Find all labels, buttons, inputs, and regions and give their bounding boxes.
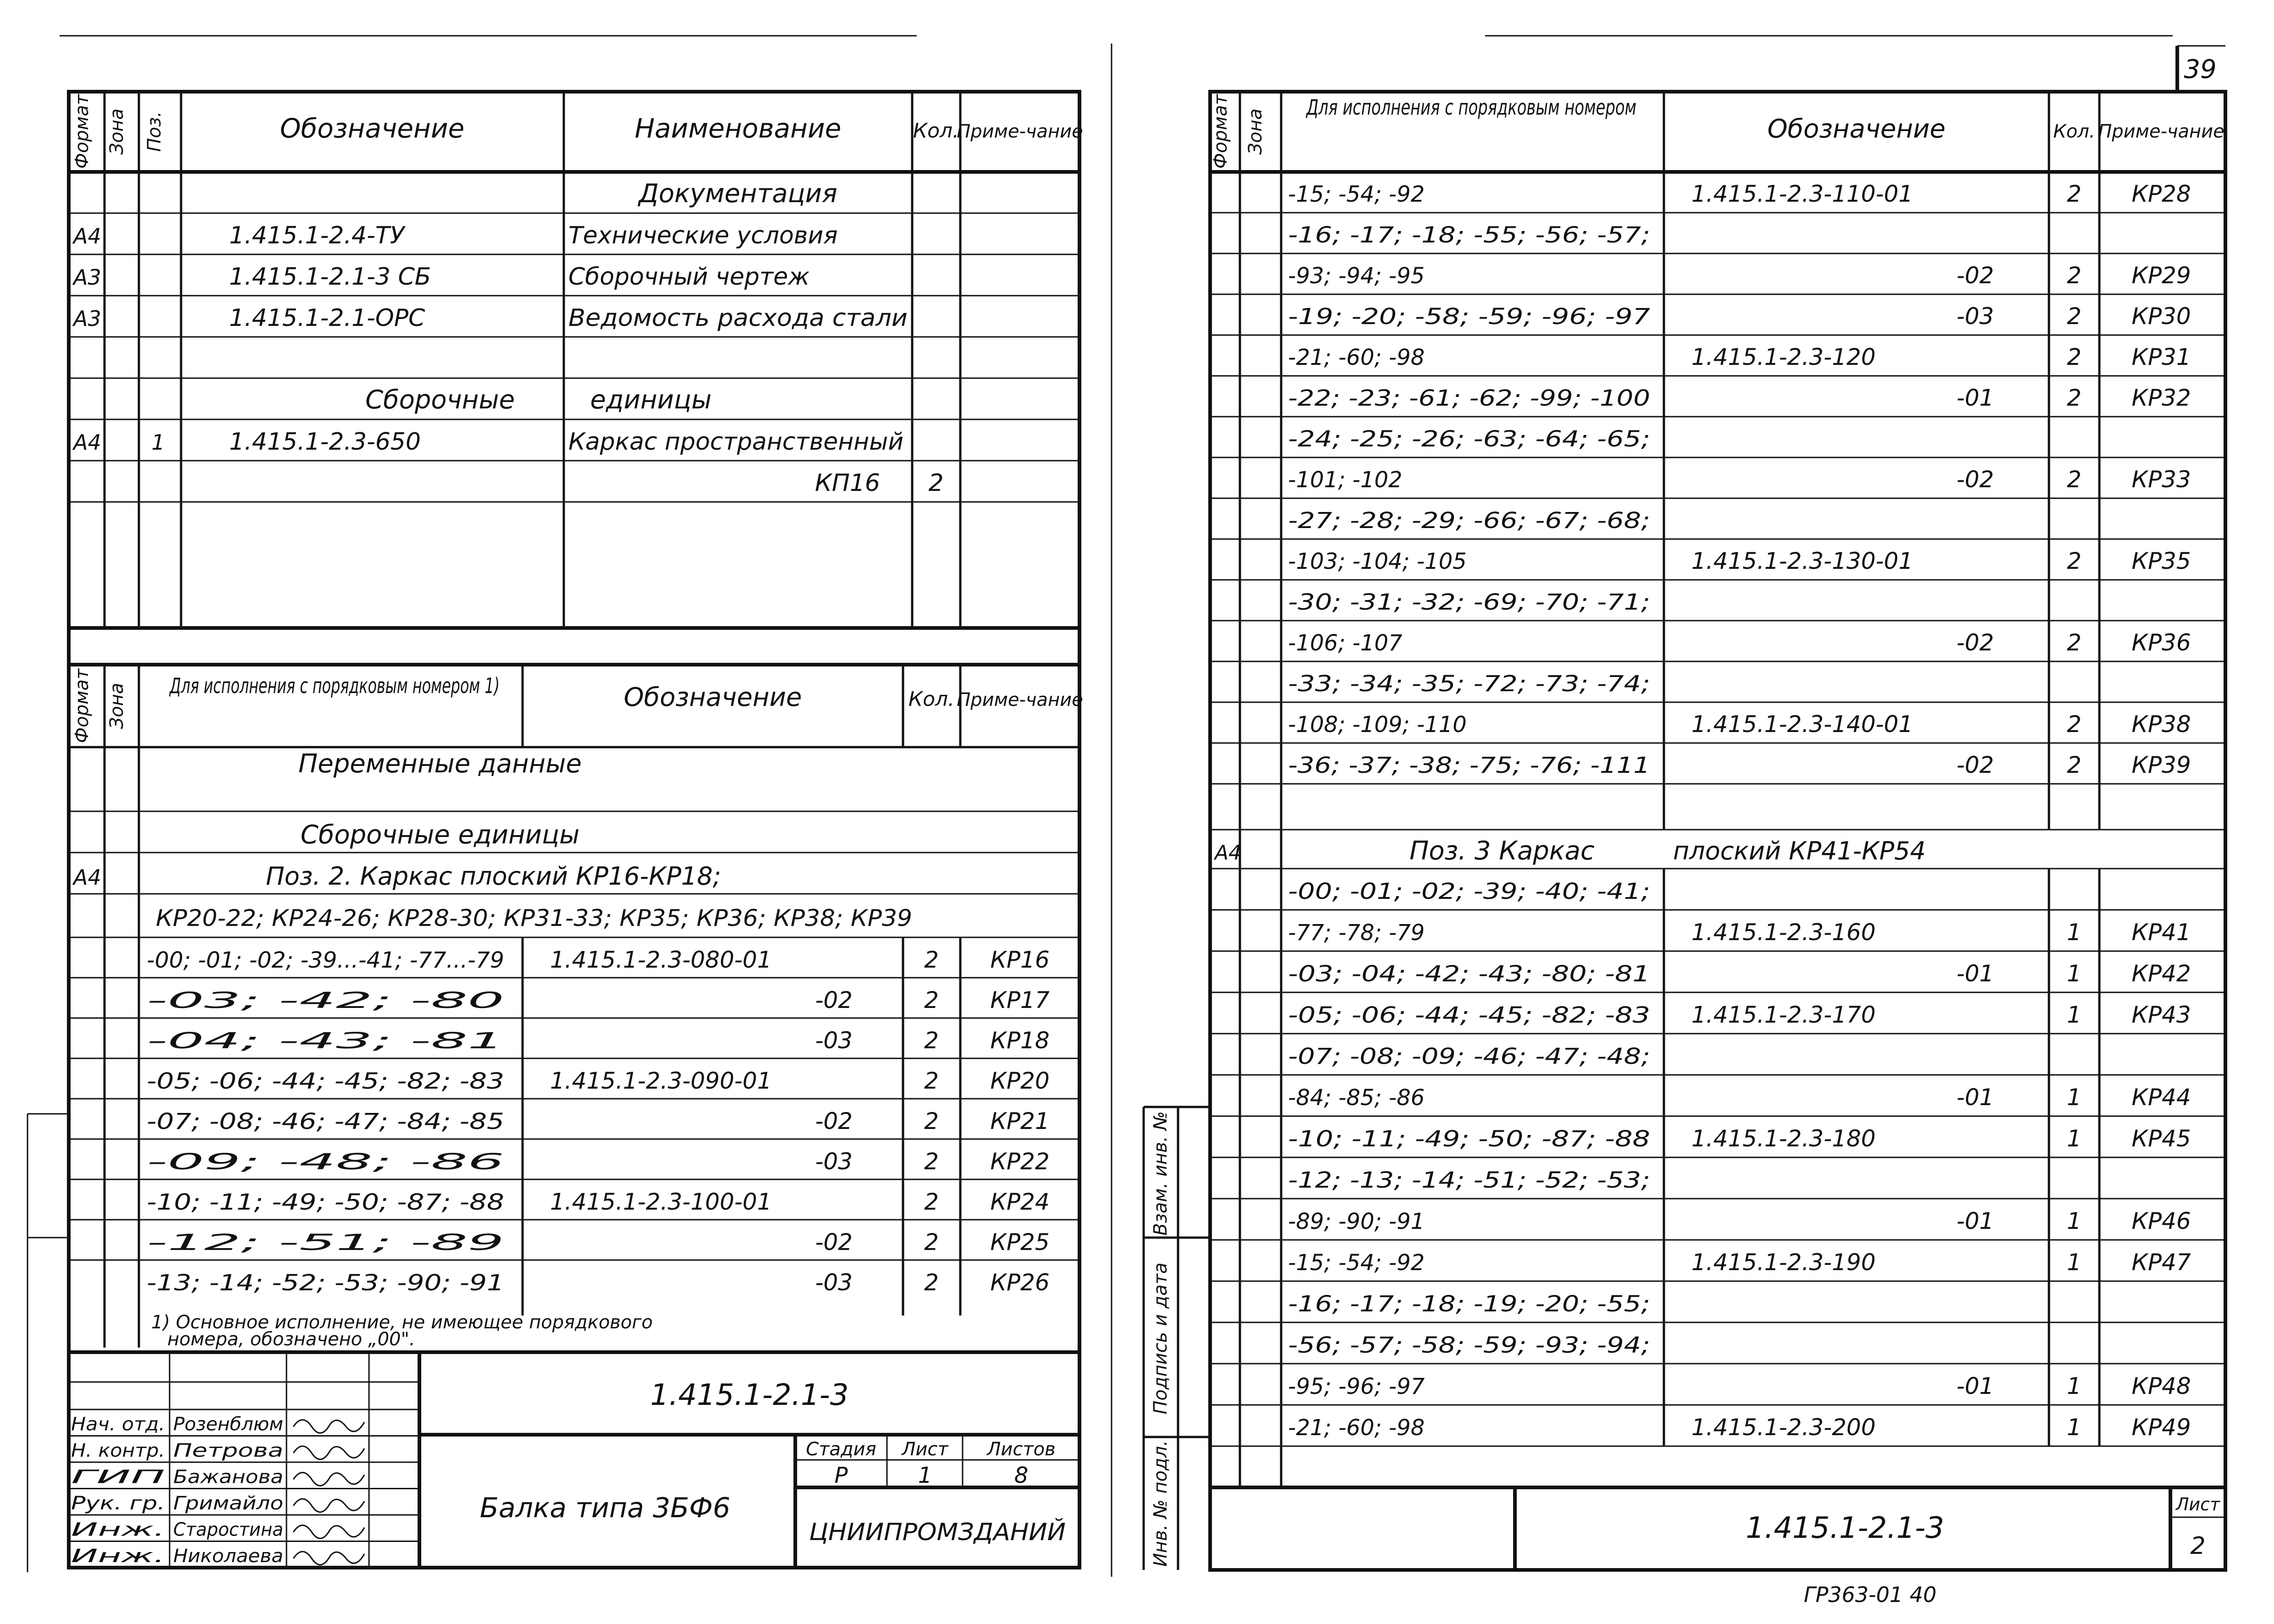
spec-row-quantity: 2 <box>2067 711 2081 738</box>
row-name: Сборочный чертеж <box>568 263 809 291</box>
variable-row-note: КР22 <box>990 1148 1050 1175</box>
staff-role: Нач. отд. <box>71 1414 165 1435</box>
spec-row-note: КР48 <box>2131 1373 2191 1399</box>
spec-row-quantity: 2 <box>2067 466 2081 493</box>
staff-name: Розенблюм <box>173 1414 283 1435</box>
spec-row-exec: -05; -06; -44; -45; -82; -83 <box>1288 1002 1650 1028</box>
staff-name: Гримайло <box>173 1493 283 1514</box>
spec-row-quantity: 2 <box>2067 629 2081 656</box>
variable-row-exec: -09; -48; -86 <box>147 1149 504 1175</box>
variable-row-exec: -07; -08; -46; -47; -84; -85 <box>147 1109 504 1134</box>
bottom-archive-stamp: ГР363-01 40 <box>1804 1582 1937 1607</box>
spec-row-note: КР28 <box>2131 181 2191 207</box>
section-heading-assembly-word2: единицы <box>590 385 712 415</box>
spec-row-note: КР45 <box>2131 1125 2191 1152</box>
spec-row-designation: -02 <box>1956 629 1994 656</box>
spec-row-exec: -21; -60; -98 <box>1288 345 1425 370</box>
row-designation: 1.415.1-2.3-650 <box>229 428 421 456</box>
spec-row-exec: -101; -102 <box>1288 467 1403 493</box>
variable-row-quantity: 2 <box>924 947 939 973</box>
row-designation: 1.415.1-2.1-3 СБ <box>229 263 431 291</box>
spec-row-designation: 1.415.1-2.3-200 <box>1691 1414 1876 1441</box>
sheet-number: 39 <box>2184 55 2217 84</box>
staff-name: Николаева <box>173 1546 283 1567</box>
var-header-exec-label: Для исполнения с порядковым номером 1) <box>169 673 500 698</box>
spec-row-quantity: 1 <box>2067 1208 2081 1234</box>
spec-row-quantity: 2 <box>2067 548 2081 574</box>
staff-role: Н. контр. <box>71 1440 165 1461</box>
spec-row-designation: -01 <box>1956 385 1994 411</box>
spec-row-designation: 1.415.1-2.3-120 <box>1691 344 1876 370</box>
variable-row-note: КР18 <box>990 1027 1050 1054</box>
variable-row-note: КР16 <box>990 947 1050 973</box>
pos3-format: А4 <box>1215 841 1242 864</box>
spec-row-quantity: 1 <box>2067 960 2081 987</box>
variable-row-designation: 1.415.1-2.3-100-01 <box>550 1189 772 1215</box>
variable-row-designation: -03 <box>815 1269 853 1296</box>
row-format: А3 <box>73 265 101 290</box>
variable-row-designation: 1.415.1-2.3-080-01 <box>550 947 772 973</box>
spec-row-quantity: 2 <box>2067 385 2081 411</box>
spec-row-quantity: 1 <box>2067 1125 2081 1152</box>
header-name-label: Наименование <box>634 113 842 144</box>
header-pos-label: Поз. <box>144 111 165 152</box>
header-format-label: Формат <box>72 94 93 169</box>
footer-sheet-number: 2 <box>2190 1532 2206 1560</box>
variable-row-exec: -13; -14; -52; -53; -90; -91 <box>147 1270 504 1296</box>
spec-row-quantity: 2 <box>2067 344 2081 370</box>
side-label-replacement-number: Взам. инв. № <box>1150 1111 1171 1236</box>
right-header-designation-label: Обозначение <box>1767 114 1946 144</box>
variable-row-quantity: 2 <box>924 1229 939 1255</box>
header-zone-label: Зона <box>106 108 127 155</box>
var-header-designation-label: Обозначение <box>623 683 802 712</box>
header-note-label: Приме-чание <box>957 121 1083 142</box>
spec-row-designation: -01 <box>1956 1208 1994 1234</box>
right-header-exec-label: Для исполнения с порядковым номером <box>1305 95 1636 120</box>
spec-row-note: КР44 <box>2131 1084 2191 1111</box>
spec-row-note: КР46 <box>2131 1208 2191 1234</box>
row-format: А4 <box>73 224 101 248</box>
sheet-label: Лист <box>902 1439 948 1460</box>
spec-row-exec: -95; -96; -97 <box>1288 1374 1425 1399</box>
assembly-units-heading: Сборочные единицы <box>300 820 580 850</box>
spec-row-quantity: 2 <box>2067 303 2081 330</box>
spec-row-designation: 1.415.1-2.3-110-01 <box>1691 181 1913 207</box>
spec-row-note: КР29 <box>2131 262 2191 289</box>
variable-row-note: КР20 <box>990 1068 1050 1094</box>
variable-row-exec: -12; -51; -89 <box>147 1230 504 1255</box>
row-format: А3 <box>73 306 101 331</box>
spec-row-note: КР39 <box>2131 752 2191 778</box>
variable-row-note: КР21 <box>990 1108 1050 1134</box>
pos3-title-part1: Поз. 3 Каркас <box>1410 836 1595 866</box>
spec-row-quantity: 1 <box>2067 919 2081 946</box>
side-label-signature-date: Подпись и дата <box>1150 1262 1171 1415</box>
spec-row-exec: -16; -17; -18; -19; -20; -55; <box>1288 1291 1650 1317</box>
row-name: Каркас пространственный <box>568 428 904 456</box>
variable-row-note: КР17 <box>990 987 1050 1013</box>
row-format: А4 <box>73 430 101 455</box>
staff-role: Инж. <box>71 1546 165 1567</box>
pos2-format: А4 <box>73 865 101 890</box>
variable-row-designation: -03 <box>815 1148 853 1175</box>
spec-row-exec: -106; -107 <box>1288 630 1403 656</box>
footnote-line2: номера, обозначено „00". <box>167 1329 415 1350</box>
spec-row-exec: -12; -13; -14; -51; -52; -53; <box>1288 1167 1650 1193</box>
variable-row-exec: -03; -42; -80 <box>147 988 504 1013</box>
variable-row-quantity: 2 <box>924 1269 939 1296</box>
spec-row-exec: -36; -37; -38; -75; -76; -111 <box>1288 753 1650 778</box>
spec-row-exec: -15; -54; -92 <box>1288 182 1425 207</box>
spec-row-exec: -33; -34; -35; -72; -73; -74; <box>1288 671 1650 697</box>
variable-row-exec: -10; -11; -49; -50; -87; -88 <box>147 1189 504 1215</box>
variable-data-heading: Переменные данные <box>298 749 582 779</box>
variable-row-quantity: 2 <box>924 1189 939 1215</box>
spec-row-exec: -10; -11; -49; -50; -87; -88 <box>1288 1126 1650 1152</box>
row-name: Ведомость расхода стали <box>568 304 908 332</box>
variable-row-note: КР26 <box>990 1269 1050 1296</box>
spec-row-designation: -01 <box>1956 960 1994 987</box>
spec-row-note: КР43 <box>2131 1002 2191 1028</box>
spec-row-note: КР38 <box>2131 711 2191 738</box>
row-position: 1 <box>151 430 165 455</box>
staff-name: Старостина <box>173 1519 283 1541</box>
row-quantity: 2 <box>928 469 944 497</box>
footer-code: 1.415.1-2.1-3 <box>1745 1511 1944 1545</box>
header-qty-label: Кол. <box>913 119 959 143</box>
spec-row-quantity: 2 <box>2067 752 2081 778</box>
organization-name: ЦНИИПРОМЗДАНИЙ <box>809 1519 1057 1546</box>
right-header-zone-label: Зона <box>1245 108 1266 155</box>
spec-row-quantity: 1 <box>2067 1002 2081 1028</box>
pos2-title-line2: КР20-22; КР24-26; КР28-30; КР31-33; КР35; КР36; КР38; КР39 <box>156 905 912 931</box>
spec-row-exec: -16; -17; -18; -55; -56; -57; <box>1288 222 1650 248</box>
spec-row-exec: -19; -20; -58; -59; -96; -97 <box>1288 304 1651 330</box>
spec-row-note: КР41 <box>2131 919 2191 946</box>
pos3-title-part2: плоский КР41-КР54 <box>1673 837 1926 865</box>
spec-row-designation: 1.415.1-2.3-170 <box>1691 1002 1876 1028</box>
spec-row-exec: -93; -94; -95 <box>1288 263 1425 289</box>
spec-row-designation: -02 <box>1956 262 1994 289</box>
spec-row-exec: -56; -57; -58; -59; -93; -94; <box>1288 1332 1650 1358</box>
spec-row-exec: -89; -90; -91 <box>1288 1209 1425 1234</box>
variable-row-quantity: 2 <box>924 1068 939 1094</box>
spec-row-exec: -21; -60; -98 <box>1288 1415 1425 1441</box>
variable-row-quantity: 2 <box>924 1027 939 1054</box>
spec-row-designation: -02 <box>1956 752 1994 778</box>
variable-row-designation: -02 <box>815 987 853 1013</box>
spec-row-designation: 1.415.1-2.3-180 <box>1691 1125 1876 1152</box>
spec-row-quantity: 1 <box>2067 1373 2081 1399</box>
pos2-title-line1: Поз. 2. Каркас плоский КР16-КР18; <box>266 862 721 891</box>
variable-row-designation: -02 <box>815 1108 853 1134</box>
object-name: Балка типа 3БФ6 <box>479 1492 731 1524</box>
variable-row-designation: 1.415.1-2.3-090-01 <box>550 1068 772 1094</box>
spec-row-exec: -30; -31; -32; -69; -70; -71; <box>1288 589 1650 615</box>
spec-row-note: КР32 <box>2131 385 2191 411</box>
variable-row-quantity: 2 <box>924 1108 939 1134</box>
sheets-value: 8 <box>1014 1463 1029 1488</box>
spec-row-note: КР35 <box>2131 548 2191 574</box>
var-header-qty-label: Кол. <box>908 688 955 711</box>
spec-row-quantity: 2 <box>2067 262 2081 289</box>
spec-row-exec: -77; -78; -79 <box>1288 920 1425 946</box>
variable-row-quantity: 2 <box>924 987 939 1013</box>
spec-row-quantity: 1 <box>2067 1249 2081 1276</box>
spec-row-note: КР31 <box>2131 344 2191 370</box>
staff-role: Рук. гр. <box>71 1493 165 1514</box>
spec-row-designation: -03 <box>1956 303 1994 330</box>
side-label-inventory-number: Инв. № подл. <box>1150 1440 1171 1567</box>
staff-role: Инж. <box>71 1519 165 1541</box>
spec-row-note: КР47 <box>2131 1249 2191 1276</box>
spec-row-exec: -27; -28; -29; -66; -67; -68; <box>1288 508 1650 534</box>
spec-row-exec: -15; -54; -92 <box>1288 1250 1425 1276</box>
row-name: КП16 <box>815 469 880 497</box>
variable-row-designation: -03 <box>815 1027 853 1054</box>
section-heading-documentation: Документация <box>639 179 837 209</box>
spec-row-designation: 1.415.1-2.3-190 <box>1691 1249 1876 1276</box>
spec-row-note: КР49 <box>2131 1414 2191 1441</box>
spec-row-note: КР33 <box>2131 466 2191 493</box>
variable-row-exec: -05; -06; -44; -45; -82; -83 <box>147 1068 504 1094</box>
spec-row-note: КР36 <box>2131 629 2191 656</box>
spec-row-exec: -108; -109; -110 <box>1288 712 1467 738</box>
variable-row-note: КР24 <box>990 1189 1050 1215</box>
footnote-line1: 1) Основное исполнение, не имеющее порядкового <box>151 1312 653 1333</box>
right-header-format-label: Формат <box>1210 94 1231 169</box>
staff-name: Петрова <box>173 1440 283 1461</box>
var-header-note-label: Приме-чание <box>957 689 1083 710</box>
spec-row-exec: -07; -08; -09; -46; -47; -48; <box>1288 1044 1650 1069</box>
stage-value: Р <box>834 1463 848 1488</box>
header-designation-label: Обозначение <box>280 113 465 144</box>
row-designation: 1.415.1-2.1-ОРС <box>229 304 425 332</box>
spec-row-designation: 1.415.1-2.3-140-01 <box>1691 711 1913 738</box>
var-header-zone-label: Зона <box>106 683 127 729</box>
sheets-label: Листов <box>987 1439 1056 1460</box>
right-header-qty-label: Кол. <box>2053 121 2095 142</box>
spec-row-note: КР30 <box>2131 303 2191 330</box>
row-name: Технические условия <box>568 222 838 249</box>
spec-row-designation: -01 <box>1956 1084 1994 1111</box>
spec-row-designation: 1.415.1-2.3-130-01 <box>1691 548 1913 574</box>
staff-role: ГИП <box>71 1466 165 1488</box>
footer-sheet-label: Лист <box>2175 1494 2220 1514</box>
spec-row-exec: -103; -104; -105 <box>1288 549 1467 574</box>
spec-row-note: КР42 <box>2131 960 2191 987</box>
row-designation: 1.415.1-2.4-ТУ <box>229 222 405 249</box>
right-header-note-label: Приме-чание <box>2098 121 2224 142</box>
variable-row-exec: -04; -43; -81 <box>147 1028 504 1054</box>
spec-row-exec: -22; -23; -61; -62; -99; -100 <box>1288 385 1650 411</box>
var-header-format-label: Формат <box>72 668 93 743</box>
spec-row-quantity: 1 <box>2067 1414 2081 1441</box>
spec-row-exec: -84; -85; -86 <box>1288 1085 1425 1111</box>
variable-row-note: КР25 <box>990 1229 1050 1255</box>
spec-row-exec: -00; -01; -02; -39; -40; -41; <box>1288 879 1650 904</box>
title-block-code: 1.415.1-2.1-3 <box>650 1378 849 1412</box>
spec-row-quantity: 2 <box>2067 181 2081 207</box>
variable-row-quantity: 2 <box>924 1148 939 1175</box>
spec-row-exec: -24; -25; -26; -63; -64; -65; <box>1288 426 1650 452</box>
variable-row-designation: -02 <box>815 1229 853 1255</box>
sheet-value: 1 <box>918 1463 932 1488</box>
spec-row-exec: -03; -04; -42; -43; -80; -81 <box>1288 961 1650 987</box>
spec-row-designation: 1.415.1-2.3-160 <box>1691 919 1876 946</box>
spec-row-quantity: 1 <box>2067 1084 2081 1111</box>
spec-row-designation: -02 <box>1956 466 1994 493</box>
staff-name: Бажанова <box>173 1466 283 1488</box>
spec-row-designation: -01 <box>1956 1373 1994 1399</box>
stage-label: Стадия <box>806 1439 876 1460</box>
variable-row-exec: -00; -01; -02; -39...-41; -77...-79 <box>147 947 504 973</box>
section-heading-assembly-word1: Сборочные <box>365 385 515 415</box>
